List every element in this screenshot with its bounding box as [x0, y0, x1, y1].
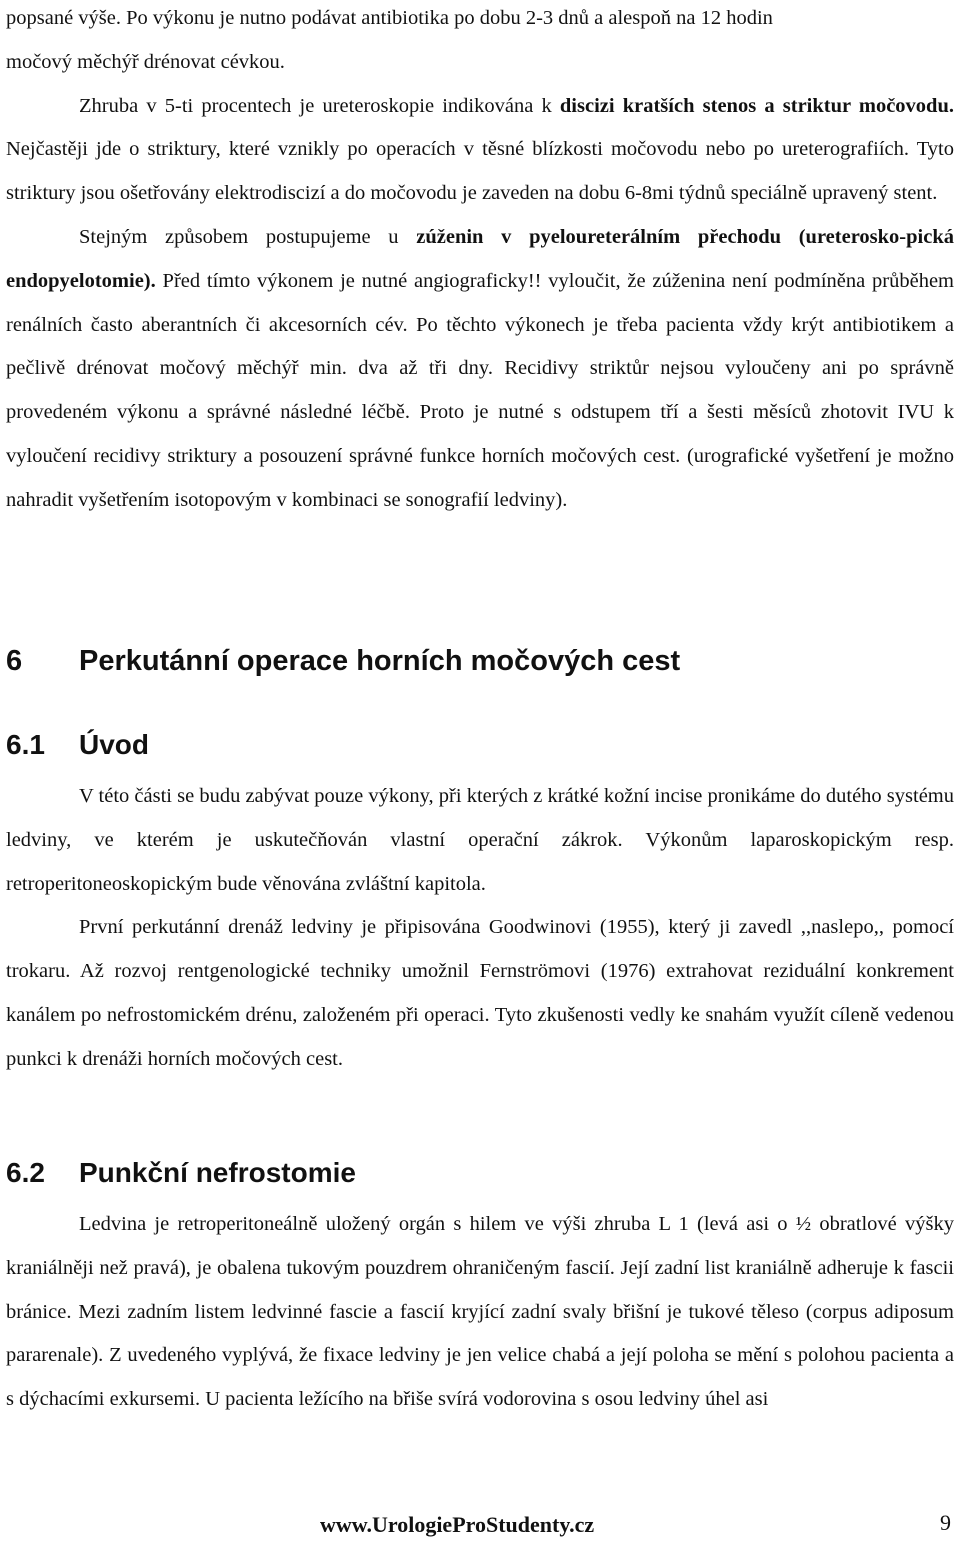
emphasis-text: discizi kratších stenos a striktur močovodu. [559, 94, 954, 117]
text-line: popsané výše. Po výkonu je nutno podávat antibiotika po dobu 2-3 dnů a alespoň na 12 hodin [6, 7, 773, 29]
section-6-1-body [6, 775, 954, 1082]
paragraph: V této části se budu zabývat pouze výkony, při kterých z krátké kožní incise pronikáme do dutého systému ledviny, ve kterém je uskutečňován vlastní operační zákrok. Výkonům laparoskopickým resp. retroperitoneoskopickým bude věnována zvláštní kapitola. [6, 785, 955, 895]
section-6-2-body [6, 1203, 954, 1422]
section-title: Úvod [79, 729, 149, 760]
text-run: Nejčastěji jde o striktury, které vznikly po operacích v těsné blízkosti močovodu nebo po ureterografiích. Tyto striktury jsou ošetřovány elektrodiscizí a do močovodu je zaveden na dobu 6-8mi týdnů speciálně upravený stent. [6, 138, 954, 205]
subsection-heading-uvod [6, 729, 149, 761]
body-text-continuation [6, 0, 954, 523]
paragraph-ureteroscopy-strictures [6, 85, 954, 216]
text-line: močový měchýř drénovat cévkou. [6, 50, 285, 73]
section-number: 6.1 [6, 729, 45, 760]
section-title: Punkční nefrostomie [79, 1157, 356, 1188]
section-heading [6, 645, 680, 678]
paragraph: První perkutánní drenáž ledviny je připisována Goodwinovi (1955), který ji zavedl ,,naslepo,, pomocí trokaru. Až rozvoj rentgenologické techniky umožnil Fernströmovi (1976) extrahovat reziduální konkrement kanálem po nefrostomickém drénu, založeném při operaci. Tyto zkušenosti vedly ke snahám využít cíleně vedenou punkci k drenáži horních močových cest. [6, 916, 954, 1070]
text-run: Stejným způsobem postupujeme u [79, 225, 417, 248]
section-number: 6 [6, 645, 23, 677]
subsection-heading-punkcni-nefrostomie [6, 1157, 356, 1189]
text-run: Před tímto výkonem je nutné angiograficky!! vyloučit, že zúženina není podmíněna průběhem renálních často aberantních či akcesorních cév. Po těchto výkonech je třeba pacienta vždy krýt antibiotikem a pečlivě drénovat močový měchýř min. dva až tři dny. Recidivy striktůr nejsou vyloučeny ani po správně provedeném výkonu a správné následné léčbě. Proto je nutné s odstupem tří a šesti měsíců zhotovit IVU k vyloučení recidivy striktury a posouzení správné funkce horních močových cest. (urografické vyšetření je možno nahradit vyšetřením isotopovým v kombinaci se sonografií ledviny). [6, 269, 954, 511]
paragraph: Ledvina je retroperitoneálně uložený orgán s hilem ve výši zhruba L 1 (levá asi o ½ obratlové výšky kraniálněji než pravá), je obalena tukovým pouzdrem ohraničeným fascií. Její zadní list kraniálně adheruje k fascii bránice. Mezi zadním listem ledvinné fascie a fascií kryjící zadní svaly břišní je tukové těleso (corpus adiposum pararenale). Z uvedeného vyplývá, že fixace ledviny je jen velice chabá a její poloha se mění s polohou pacienta a s dýchacími exkursemi. U pacienta ležícího na břiše svírá vodorovina s osou ledviny úhel asi [6, 1213, 954, 1411]
text-run: Zhruba v 5-ti procentech je ureteroskopie indikována k [79, 94, 560, 117]
section-number: 6.2 [6, 1157, 45, 1188]
footer-website: www.UrologieProStudenty.cz [320, 1512, 595, 1537]
section-title: Perkutánní operace horních močových cest [79, 645, 681, 677]
emphasis-text: zúženin v pyeloureterálním přechodu (ureterosko-pická endopyelotomie). [6, 225, 954, 292]
paragraph-endopyelotomy [6, 216, 954, 523]
paragraph-antibiotics [6, 0, 954, 85]
page-number: 9 [940, 1510, 951, 1535]
